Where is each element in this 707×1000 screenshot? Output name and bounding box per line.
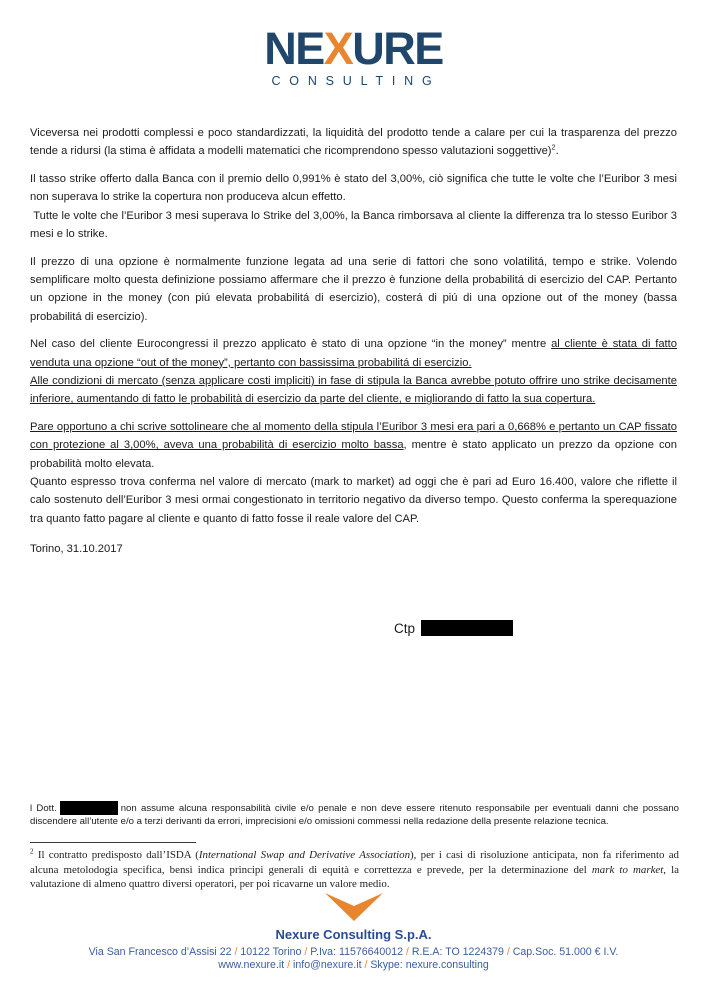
- signature-line: [394, 620, 513, 636]
- logo-x-letter: X: [323, 23, 353, 74]
- paragraph-liquidity: Viceversa nei prodotti complessi e poco standardizzati, la liquidità del prodotto tende a calare per cui la trasparenza del prezzo tende a ridursi (la stima è affidata a modelli matematici che ricomprendono spesso valutazioni soggettive)$^2$.: [30, 127, 677, 158]
- chevron-down-icon: [325, 893, 383, 921]
- redaction-bar: [421, 620, 513, 636]
- logo-text-ure: URE: [352, 23, 443, 74]
- footer-contact: www.nexure.it / info@nexure.it / Skype: nexure.consulting: [218, 959, 489, 971]
- paragraph-option-price: Il prezzo di una opzione è normalmente funzione legata ad una serie di fattori che sono volatilitá, tempo e strike. Volendo semplificare molto questa definizione possiamo affermare che il prezzo è funzione della probabilitá di esercizio del CAP. Pertanto un opzione in the money (con piú elevata probabilitá di esercizio), costerá di piú di una opzione out of the money (bassa probabilitá di esercizio).: [30, 255, 677, 323]
- footer-company-name: Nexure Consulting S.p.A.: [275, 927, 432, 942]
- separator-slash-icon: /: [284, 959, 294, 971]
- separator-slash-icon: /: [231, 946, 241, 958]
- logo-subtitle: CONSULTING: [271, 74, 441, 88]
- footnote-text: $^2$ Il contratto predisposto dall’ISDA (International Swap and Derivative Association), per i casi di risoluzione anticipata, non fa riferimento ad alcuna metolodogia specifica, bensì indica principi generali di equità e correttezza e prevede, per la determinazione del mark to market, la valutazione di almeno quattro diversi operatori, per poi ricavarne un valore medio.: [30, 847, 679, 891]
- redaction-bar: [60, 801, 118, 815]
- page-footer: [0, 893, 707, 971]
- separator-slash-icon: /: [301, 946, 311, 958]
- footer-address: Via San Francesco d’Assisi 22 / 10122 Torino / P.Iva: 11576640012 / R.E.A: TO 1224379 / Cap.Soc. 51.000 € I.V.: [88, 946, 619, 958]
- paragraph-eurocongressi: Nel caso del cliente Eurocongressi il prezzo applicato è stato di una opzione “in the money” mentre al cliente è stata di fatto venduta una opzione “out of the money”, pertanto con bassissima probabilitá di esercizio. Alle condizioni di mercato (senza applicare costi impliciti) in fase di stipula la Banca avrebbe potuto offrire uno strike decisamente inferiore, aumentando di fatto le probabilità di esercizio da parte del cliente, e migliorando di fatto la sua copertura.: [30, 338, 677, 406]
- disclaimer-text: l Dott. non assume alcuna responsabilità civile e/o penale e non deve essere ritenuto responsabile per eventuali danni che possano discendere all’utente e/o a terzi derivanti da errori, imprecisioni e/o omissioni commessi nella redazione della presente relazione tecnica.: [30, 803, 679, 828]
- date-line: Torino, 31.10.2017: [30, 542, 123, 555]
- paragraph-mark-to-market: Pare opportuno a chi scrive sottolineare che al momento della stipula l’Euribor 3 mesi era pari a 0,668% e pertanto un CAP fissato con protezione al 3,00%, aveva una probabilità di esercizio molto bassa, mentre è stato applicato un prezzo da opzione con probabilità molto elevata. Quanto espresso trova conferma nel valore di mercato (mark to market) ad oggi che è pari ad Euro 16.400, valore che riflette il calo sostenuto dell’Euribor 3 mesi ormai congestionato in territorio negativo da diverso tempo. Questo conferma la sperequazione tra quanto fatto pagare al cliente e quanto di fatto fosse il reale valore del CAP.: [30, 421, 677, 525]
- footnote-separator: [30, 842, 196, 843]
- logo-text-ne: NE: [264, 23, 324, 74]
- separator-slash-icon: /: [402, 946, 412, 958]
- letter-body: [30, 124, 677, 558]
- separator-slash-icon: /: [361, 959, 371, 971]
- ctp-label: Ctp: [394, 621, 416, 636]
- logo-wordmark: [0, 23, 707, 74]
- separator-slash-icon: /: [503, 946, 513, 958]
- paragraph-strike-rate: Il tasso strike offerto dalla Banca con il premio dello 0,991% è stato del 3,00%, ciò significa che tutte le volte che l’Euribor 3 mesi non superava lo strike la copertura non produceva alcun effetto. Tutte le volte che l’Euribor 3 mesi superava lo Strike del 3,00%, la Banca rimborsava al cliente la differenza tra lo stesso Euribor 3 mesi e lo strike.: [30, 173, 677, 240]
- nexure-logo: [0, 23, 707, 88]
